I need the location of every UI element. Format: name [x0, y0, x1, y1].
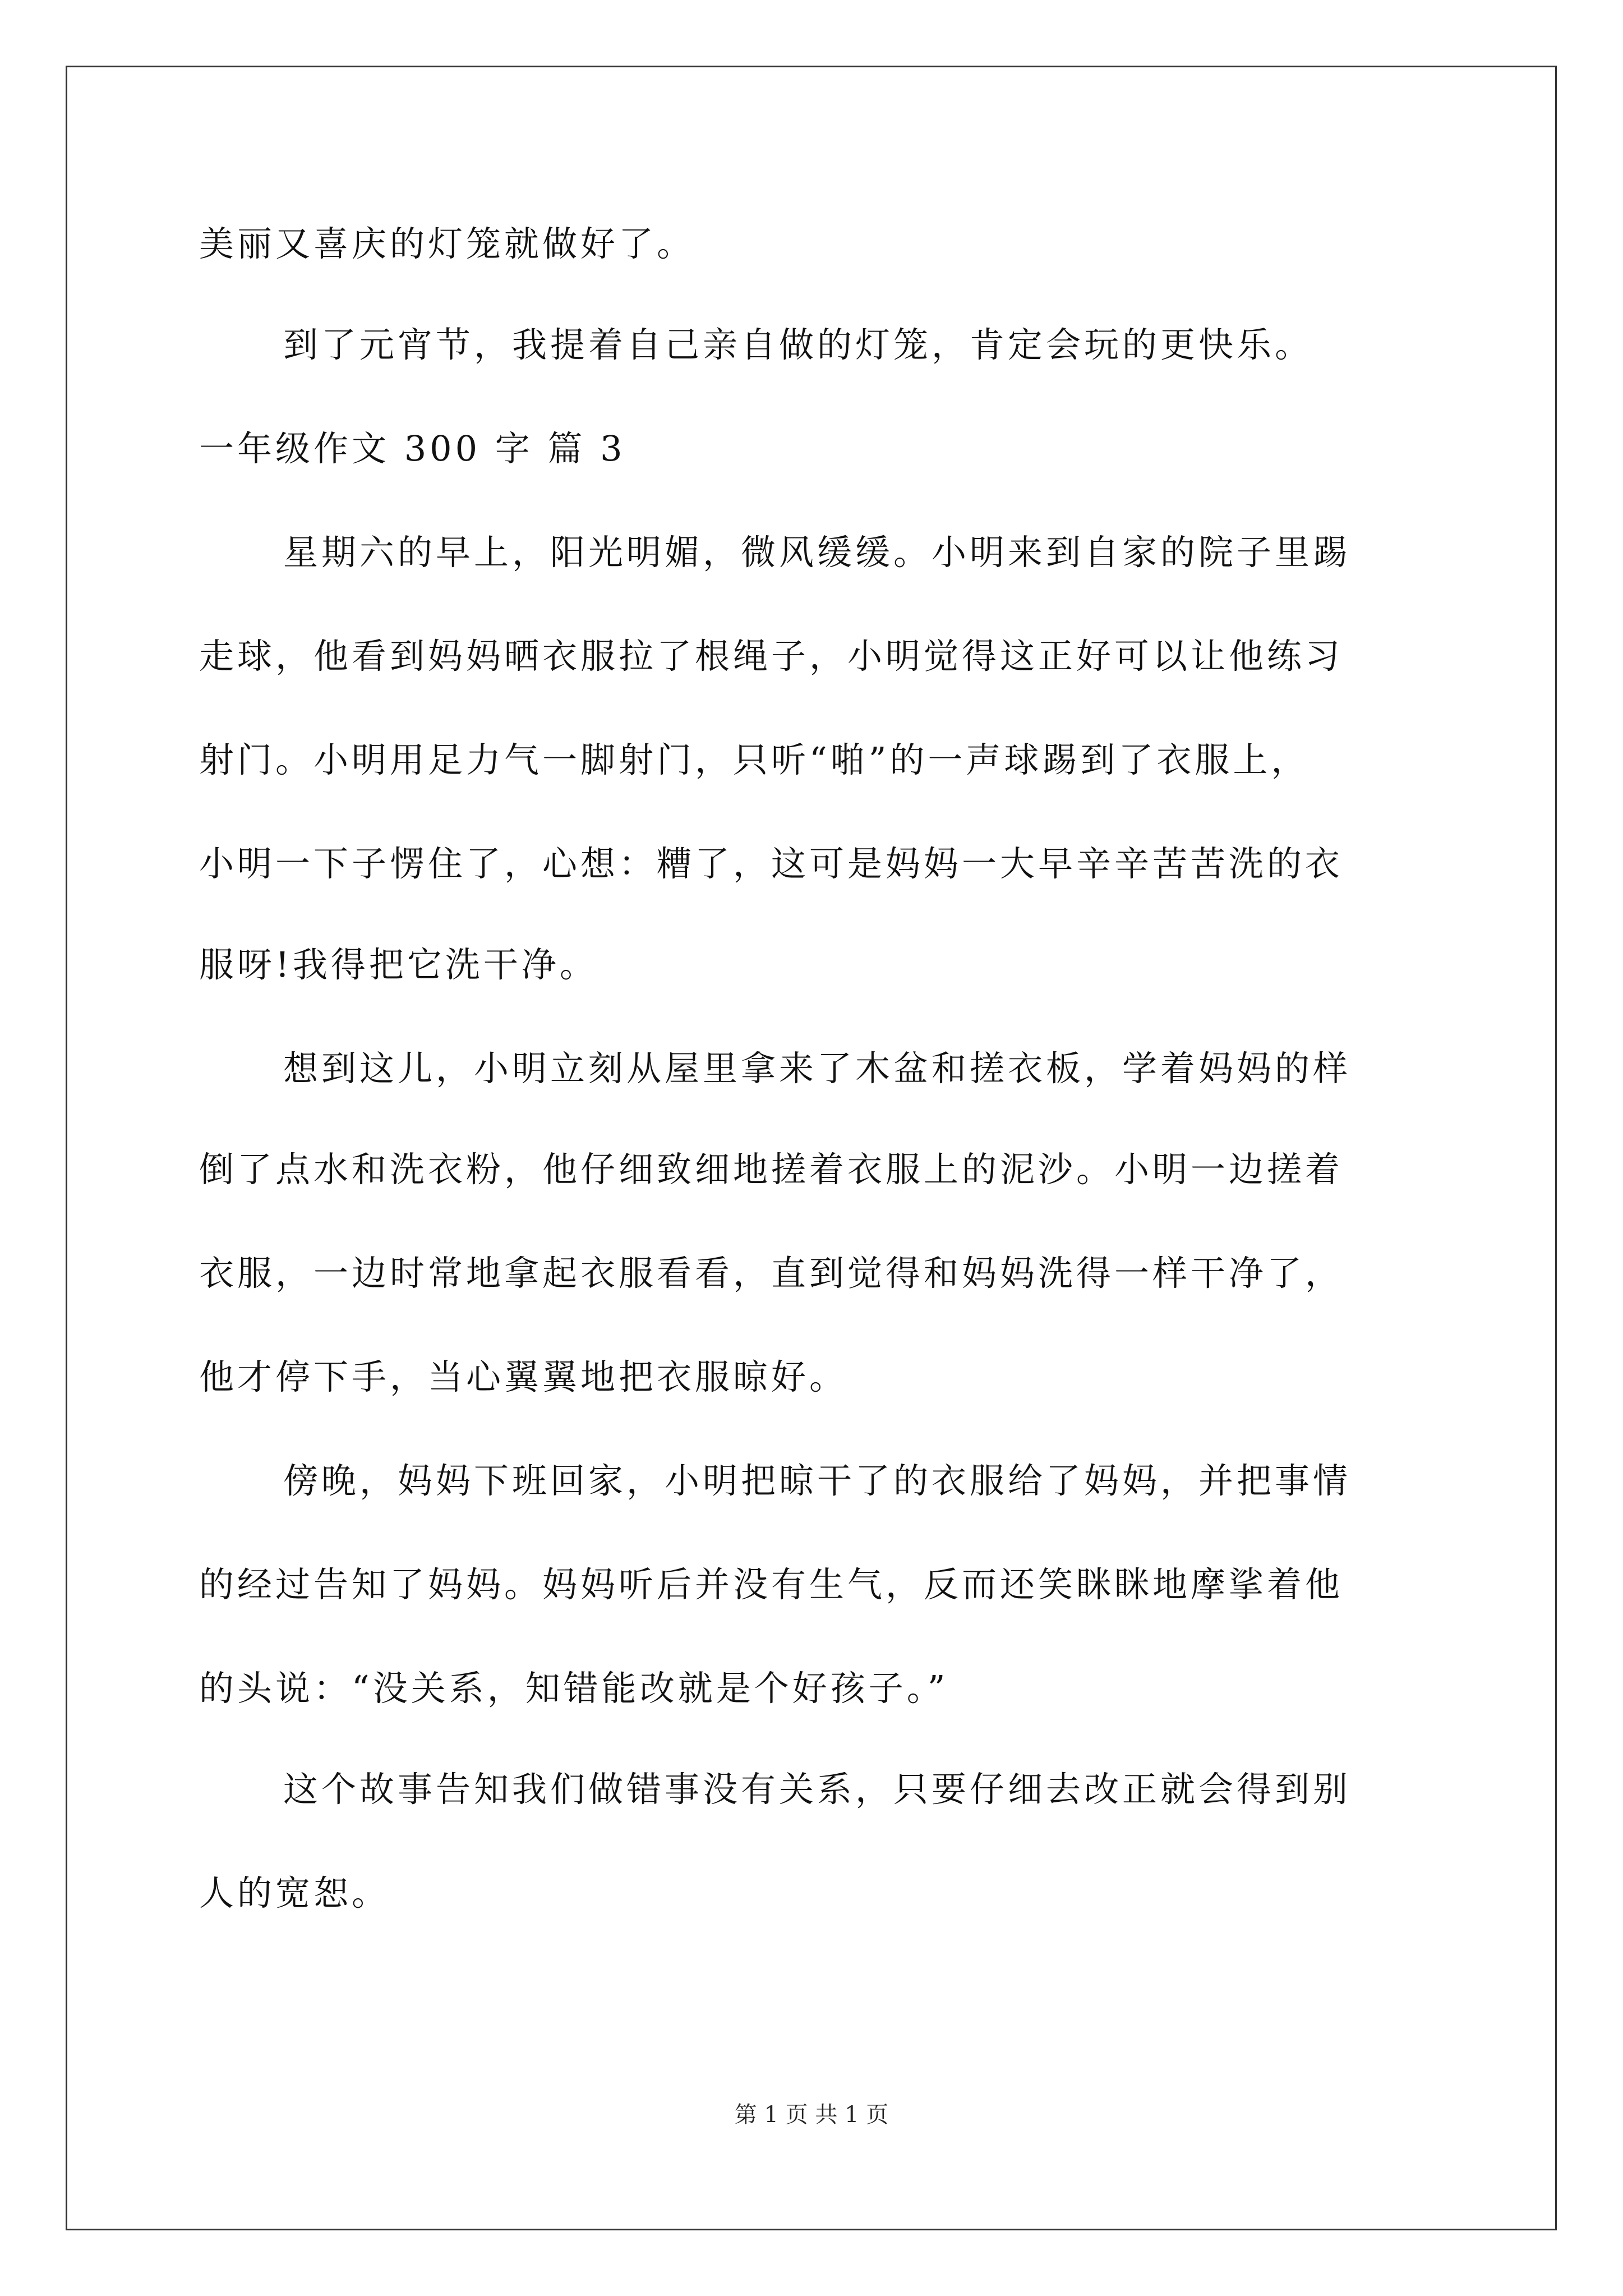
text-line: 星期六的早上，阳光明媚，微风缓缓。小明来到自家的院子里踢 [283, 532, 1352, 573]
text-line: 倒了点水和洗衣粉，他仔细致细地搓着衣服上的泥沙。小明一边搓着 [199, 1149, 1344, 1190]
text-line: 人的宽恕。 [199, 1872, 390, 1913]
text-line: 衣服，一边时常地拿起衣服看看，直到觉得和妈妈洗得一样干净了， [199, 1253, 1344, 1294]
text-line: 小明一下子愣住了，心想：糟了，这可是妈妈一大早辛辛苦苦洗的衣 [199, 843, 1344, 884]
text-line: 这个故事告知我们做错事没有关系，只要仔细去改正就会得到别 [283, 1769, 1352, 1810]
text-line: 他才停下手，当心翼翼地把衣服晾好。 [199, 1356, 848, 1397]
page-footer: 第 1 页 共 1 页 [734, 2102, 889, 2128]
text-line: 美丽又喜庆的灯笼就做好了。 [199, 223, 695, 264]
text-line: 到了元宵节，我提着自己亲自做的灯笼，肯定会玩的更快乐。 [283, 324, 1313, 365]
text-line: 的头说：“没关系，知错能改就是个好孩子。” [199, 1668, 949, 1709]
text-line: 傍晚，妈妈下班回家，小明把晾干了的衣服给了妈妈，并把事情 [283, 1460, 1352, 1501]
text-line: 服呀!我得把它洗干净。 [199, 944, 598, 985]
section-heading: 一年级作文 300 字 篇 3 [199, 428, 626, 469]
text-line: 的经过告知了妈妈。妈妈听后并没有生气，反而还笑眯眯地摩挲着他 [199, 1564, 1344, 1605]
text-line: 走球，他看到妈妈晒衣服拉了根绳子，小明觉得这正好可以让他练习 [199, 636, 1344, 677]
text-line: 想到这儿，小明立刻从屋里拿来了木盆和搓衣板，学着妈妈的样 [283, 1048, 1352, 1089]
text-line: 射门。小明用足力气一脚射门，只听“啪”的一声球踢到了衣服上， [199, 739, 1310, 780]
